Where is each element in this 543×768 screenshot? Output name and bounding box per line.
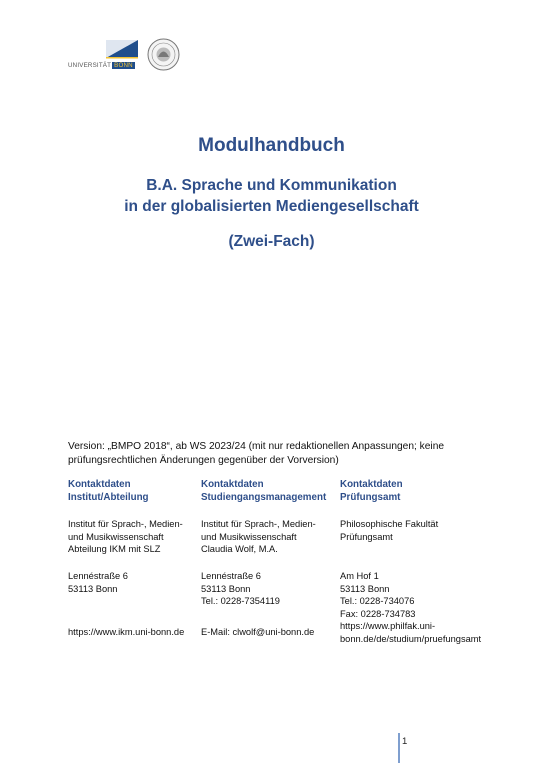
contact-heading: Kontaktdaten [201,479,264,490]
text-line: Claudia Wolf, M.A. [201,544,278,554]
page-number-divider [398,733,400,763]
website-link[interactable] [68,626,184,639]
contact-heading: Kontaktdaten [68,479,131,490]
text-line: Am Hof 1 [340,571,379,581]
text-line: 53113 Bonn [201,583,251,594]
university-text: UNIVERSITÄT [68,62,112,69]
text-line: und Musikwissenschaft [201,531,297,542]
email-link[interactable] [201,626,314,639]
page-title: Modulhandbuch [198,135,345,156]
university-seal-icon [147,38,180,71]
text-line: Abteilung IKM mit SLZ [68,544,161,554]
text-line: Tel.: 0228-7354119 [201,596,280,606]
version-note [68,440,478,468]
institution-block [68,518,183,556]
text-line: Philosophische Fakultät [340,519,439,529]
contact-heading: Institut/Abteilung [68,492,149,503]
contact-studiengang [201,478,337,637]
address-block [68,570,128,595]
title-block [0,134,543,252]
contact-heading: Kontaktdaten [340,479,403,490]
text-line: Tel.: 0228-734076 [340,596,415,606]
contact-heading: Prüfungsamt [340,492,401,503]
institution-block [201,518,316,556]
link-text[interactable]: E-Mail: clwolf@uni-bonn.de [201,627,315,637]
version-line-2: prüfungsrechtlichen Änderungen gegenüber der Vorversion) [68,455,339,466]
contact-heading: Studiengangsmanagement [201,492,327,503]
contact-institut [68,478,200,637]
program-type: (Zwei-Fach) [228,233,315,250]
university-wordmark [68,62,135,69]
website-link[interactable]: https://www.philfak.uni- [340,621,436,631]
program-name-line-1: B.A. Sprache und Kommunikation [146,177,397,194]
text-line: Lennéstraße 6 [68,571,128,581]
text-line: Institut für Sprach-, Medien- [201,519,316,529]
program-name-line-2: in der globalisierten Mediengesellschaft [124,198,419,215]
institution-block [340,518,438,543]
address-block [340,570,500,645]
text-line: 53113 Bonn [68,583,118,594]
text-line: 53113 Bonn [340,583,390,594]
text-line: Fax: 0228-734783 [340,608,416,619]
university-logo [68,38,188,74]
text-line: Institut für Sprach-, Medien- [68,519,183,529]
text-line: Prüfungsamt [340,531,393,542]
text-line: Lennéstraße 6 [201,571,261,581]
contact-pruefungsamt [340,478,500,644]
page-number: 1 [402,736,408,747]
version-line-1: Version: „BMPO 2018“, ab WS 2023/24 (mit nur redaktionellen Anpassungen; keine [68,441,445,452]
address-block [201,570,280,608]
text-line: und Musikwissenschaft [68,531,164,542]
website-link[interactable]: bonn.de/de/studium/pruefungsamt [340,633,482,644]
link-text[interactable]: https://www.ikm.uni-bonn.de [68,627,185,637]
bonn-text: BONN [114,62,133,69]
